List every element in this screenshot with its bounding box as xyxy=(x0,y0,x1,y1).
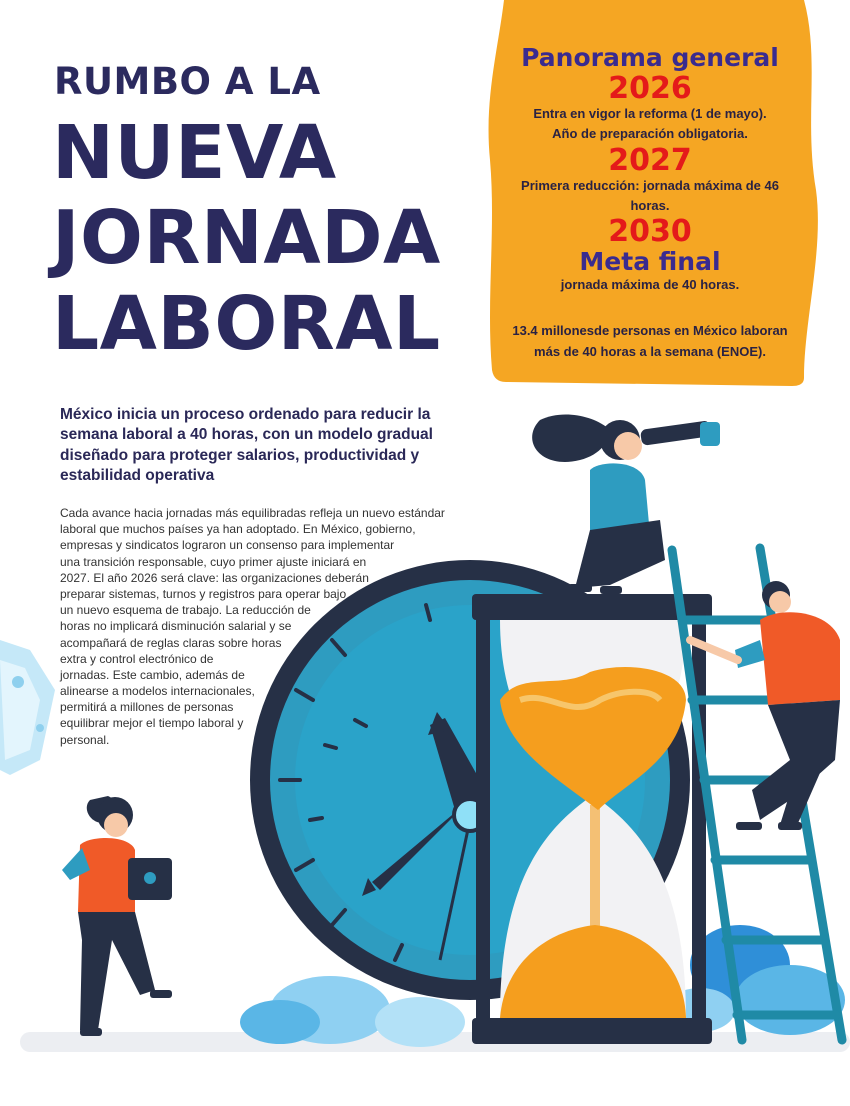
body-line: permitirá a millones de personas xyxy=(60,700,234,715)
year-2026-text-2: Año de preparación obligatoria. xyxy=(552,126,748,142)
body-line: 2027. El año 2026 será clave: las organizaciones deberán xyxy=(60,570,369,585)
year-2026-text-1: Entra en vigor la reforma (1 de mayo). xyxy=(533,106,767,122)
woman-with-telescope xyxy=(532,414,720,594)
note-line-1: 13.4 millonesde personas en México laboran xyxy=(512,323,788,339)
body-line: jornadas. Este cambio, además de xyxy=(60,667,245,682)
note-line-2: más de 40 horas a la semana (ENOE). xyxy=(534,343,766,359)
body-line: laboral que muchos países ya han adoptado. En México, gobierno, xyxy=(60,522,416,537)
body-line: empresas y sindicatos lograron un consenso para implementar xyxy=(60,538,395,553)
body-line: alinearse a modelos internacionales, xyxy=(60,684,255,699)
body-line: acompañará de reglas claras sobre horas xyxy=(60,635,282,650)
body-line: equilibrar mejor el tiempo laboral y xyxy=(60,716,244,731)
panorama-heading: Panorama general xyxy=(521,43,779,72)
year-2026: 2026 xyxy=(608,70,692,106)
body-line: una transición responsable, cuyo primer ajuste iniciará en xyxy=(60,554,367,569)
ice-cube-icon xyxy=(0,640,55,775)
body-line: Cada avance hacia jornadas más equilibradas refleja un nuevo estándar xyxy=(60,506,445,520)
title-line-2: NUEVA xyxy=(52,110,337,196)
year-2027-text: Primera reducción: jornada máxima de 46 horas. xyxy=(521,178,779,214)
body-line: personal. xyxy=(60,732,110,747)
woman-with-tablet xyxy=(62,796,172,1036)
title-line-1: RUMBO A LA xyxy=(54,60,321,103)
goal-text: jornada máxima de 40 horas. xyxy=(560,277,740,293)
body-line: horas no implicará disminución salarial y se xyxy=(60,619,292,634)
lead-paragraph: México inicia un proceso ordenado para reducir la semana laboral a 40 horas, con un modelo gradual diseñado para proteger salarios, productividad y estabilidad operativa xyxy=(60,406,433,485)
body-text xyxy=(60,505,445,748)
body-line: un nuevo esquema de trabajo. La reducción de xyxy=(60,603,311,618)
title-line-3: JORNADA xyxy=(52,195,441,281)
body-line: preparar sistemas, turnos y registros para operar bajo xyxy=(60,586,347,601)
year-2030: 2030 xyxy=(608,214,692,250)
title-line-4: LABORAL xyxy=(52,281,441,367)
goal-heading: Meta final xyxy=(579,246,721,276)
year-2027: 2027 xyxy=(608,142,692,178)
body-line: extra y control electrónico de xyxy=(60,651,214,666)
